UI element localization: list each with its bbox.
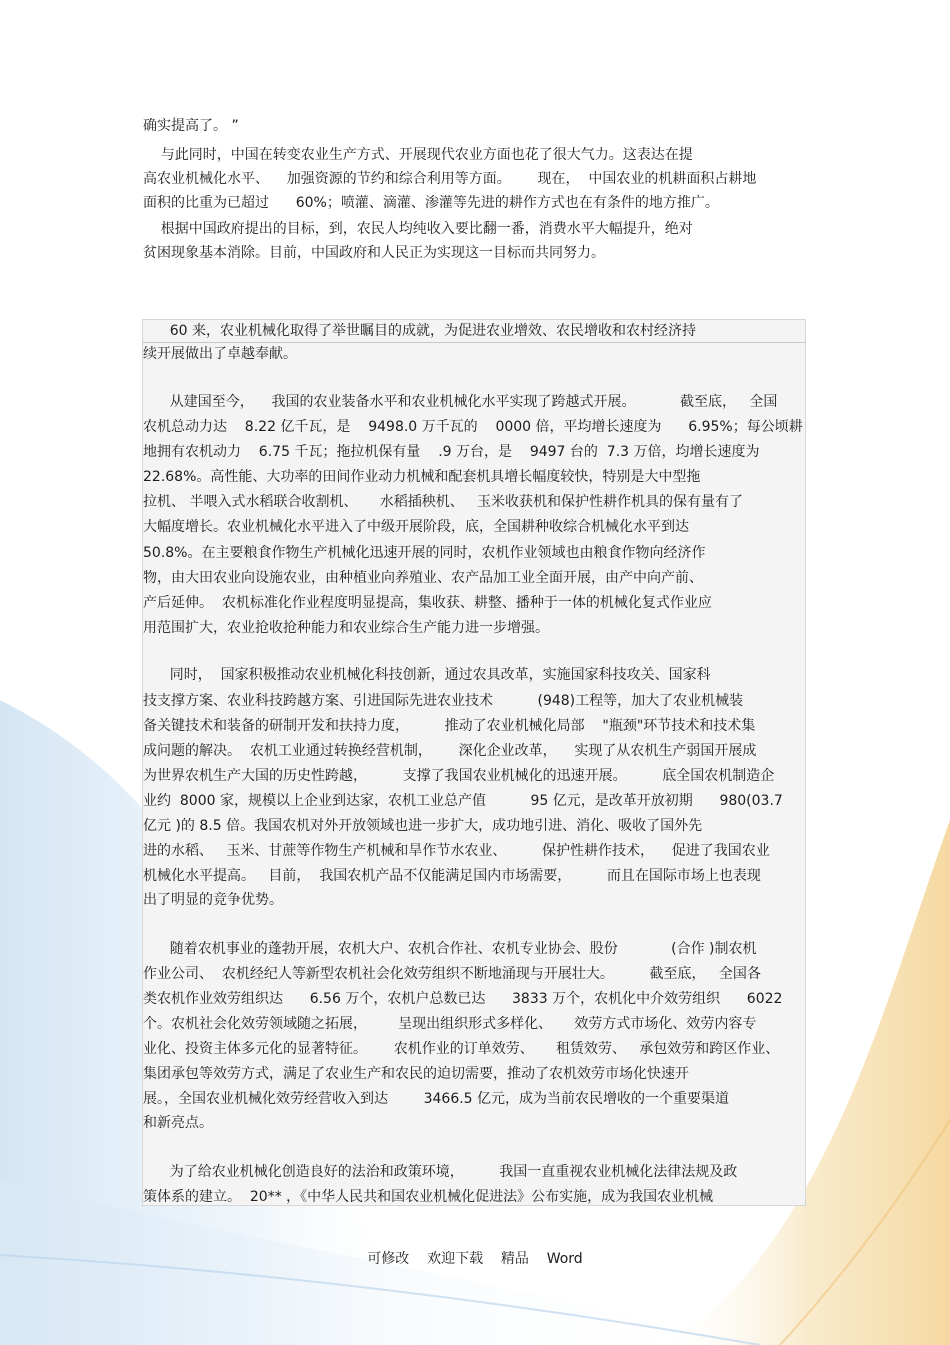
section-line: 产后延伸。 农机标准化作业程度明显提高，集收获、耕整、播种于一体的机械化复式作业应 <box>143 595 712 611</box>
section-line: 出了明显的竞争优势。 <box>143 892 283 908</box>
intro-line: 贫困现象基本消除。目前，中国政府和人民正为实现这一目标而共同努力。 <box>143 245 605 261</box>
section-line: 从建国至今， 我国的农业装备水平和农业机械化水平实现了跨越式开展。 截至底， 全国 <box>143 394 778 410</box>
section-line: 拉机、 半喂入式水稻联合收割机、 水稻插秧机、 玉米收获机和保护性耕作机具的保有量有了 <box>143 494 744 510</box>
section-line: 备关键技术和装备的研制开发和扶持力度， 推动了农业机械化局部 "瓶颈"环节技术和技术集 <box>143 718 756 734</box>
section-line: 同时， 国家积极推动农业机械化科技创新，通过农具改革，实施国家科技攻关、国家科 <box>143 667 711 683</box>
section-line: 大幅度增长。农业机械化水平进入了中级开展阶段，底，全国耕种收综合机械化水平到达 <box>143 519 689 535</box>
section-line: 业约 8000 家，规模以上企业到达家，农机工业总产值 95 亿元，是改革开放初期 980(03.7 <box>143 793 783 809</box>
section-line: 续开展做出了卓越奉献。 <box>143 346 297 362</box>
section-line: 亿元 )的 8.5 倍。我国农机对外开放领域也进一步扩大，成功地引进、消化、吸收了国外先 <box>143 818 703 834</box>
section-line: 策体系的建立。 20** ，《中华人民共和国农业机械化促进法》公布实施，成为我国农业机械 <box>143 1189 714 1205</box>
intro-line: 确实提高了。 ” <box>143 118 239 134</box>
intro-line: 根据中国政府提出的目标，到，农民人均纯收入要比翻一番，消费水平大幅提升，绝对 <box>143 221 693 237</box>
section-line: 集团承包等效劳方式，满足了农业生产和农民的迫切需要，推动了农机效劳市场化快速开 <box>143 1066 689 1082</box>
section-line: 随着农机事业的蓬勃开展，农机大户、农机合作社、农机专业协会、股份 (合作 )制农机 <box>143 941 757 957</box>
section-line: 展。，全国农业机械化效劳经营收入到达 3466.5 亿元，成为当前农民增收的一个重要渠道 <box>143 1091 730 1107</box>
section-line: 作业公司、 农机经纪人等新型农机社会化效劳组织不断地涌现与开展壮大。 截至底， 全国各 <box>143 966 761 982</box>
section-divider <box>142 342 806 343</box>
section-line: 农机总动力达 8.22 亿千瓦，是 9498.0 万千瓦的 0000 倍，平均增长速度为 6.95%；每公顷耕 <box>143 419 803 435</box>
section-line: 50.8%。在主要粮食作物生产机械化迅速开展的同时，农机作业领域也由粮食作物向经济作 <box>143 545 706 561</box>
section-line: 为世界农机生产大国的历史性跨越， 支撑了我国农业机械化的迅速开展。 底全国农机制造企 <box>143 768 775 784</box>
section-line: 类农机作业效劳组织达 6.56 万个，农机户总数已达 3833 万个，农机化中介效劳组织 6022 <box>143 991 783 1007</box>
section-line: 物，由大田农业向设施农业，由种植业向养殖业、农产品加工业全面开展，由产中向产前、 <box>143 570 703 586</box>
intro-line: 面积的比重为已超过 60%；喷灌、滴灌、渗灌等先进的耕作方式也在有条件的地方推广。 <box>143 195 719 211</box>
section-line: 技支撑方案、农业科技跨越方案、引进国际先进农业技术 (948)工程等，加大了农业机械装 <box>143 693 744 709</box>
section-line: 为了给农业机械化创造良好的法治和政策环境， 我国一直重视农业机械化法律法规及政 <box>143 1164 738 1180</box>
section-line: 22.68%。高性能、大功率的田间作业动力机械和配套机具增长幅度较快，特别是大中型拖 <box>143 469 701 485</box>
page-footer: 可修改 欢迎下载 精品 Word <box>367 1251 583 1267</box>
intro-line: 与此同时，中国在转变农业生产方式、开展现代农业方面也花了很大气力。这表达在提 <box>143 147 693 163</box>
section-line: 机械化水平提高。 目前， 我国农机产品不仅能满足国内市场需要， 而且在国际市场上也表现 <box>143 868 761 884</box>
section-line: 用范围扩大，农业抢收抢种能力和农业综合生产能力进一步增强。 <box>143 620 549 636</box>
section-line: 60 来，农业机械化取得了举世瞩目的成就，为促进农业增效、农民增收和农村经济持 <box>143 323 696 339</box>
intro-line: 高农业机械化水平、 加强资源的节约和综合利用等方面。 现在， 中国农业的机耕面积占耕地 <box>143 171 757 187</box>
section-line: 地拥有农机动力 6.75 千瓦；拖拉机保有量 .9 万台，是 9497 台的 7.3 万倍，均增长速度为 <box>143 444 760 460</box>
section-line: 成问题的解决。 农机工业通过转换经营机制， 深化企业改革， 实现了从农机生产弱国开展成 <box>143 743 757 759</box>
section-line: 业化、投资主体多元化的显著特征。 农机作业的订单效劳、 租赁效劳、 承包效劳和跨区作业、 <box>143 1041 780 1057</box>
section-line: 个。农机社会化效劳领域随之拓展， 呈现出组织形式多样化、 效劳方式市场化、效劳内容专 <box>143 1016 757 1032</box>
section-line: 和新亮点。 <box>143 1115 213 1131</box>
section-line: 进的水稻、 玉米、甘蔗等作物生产机械和旱作节水农业、 保护性耕作技术， 促进了我国农业 <box>143 843 770 859</box>
